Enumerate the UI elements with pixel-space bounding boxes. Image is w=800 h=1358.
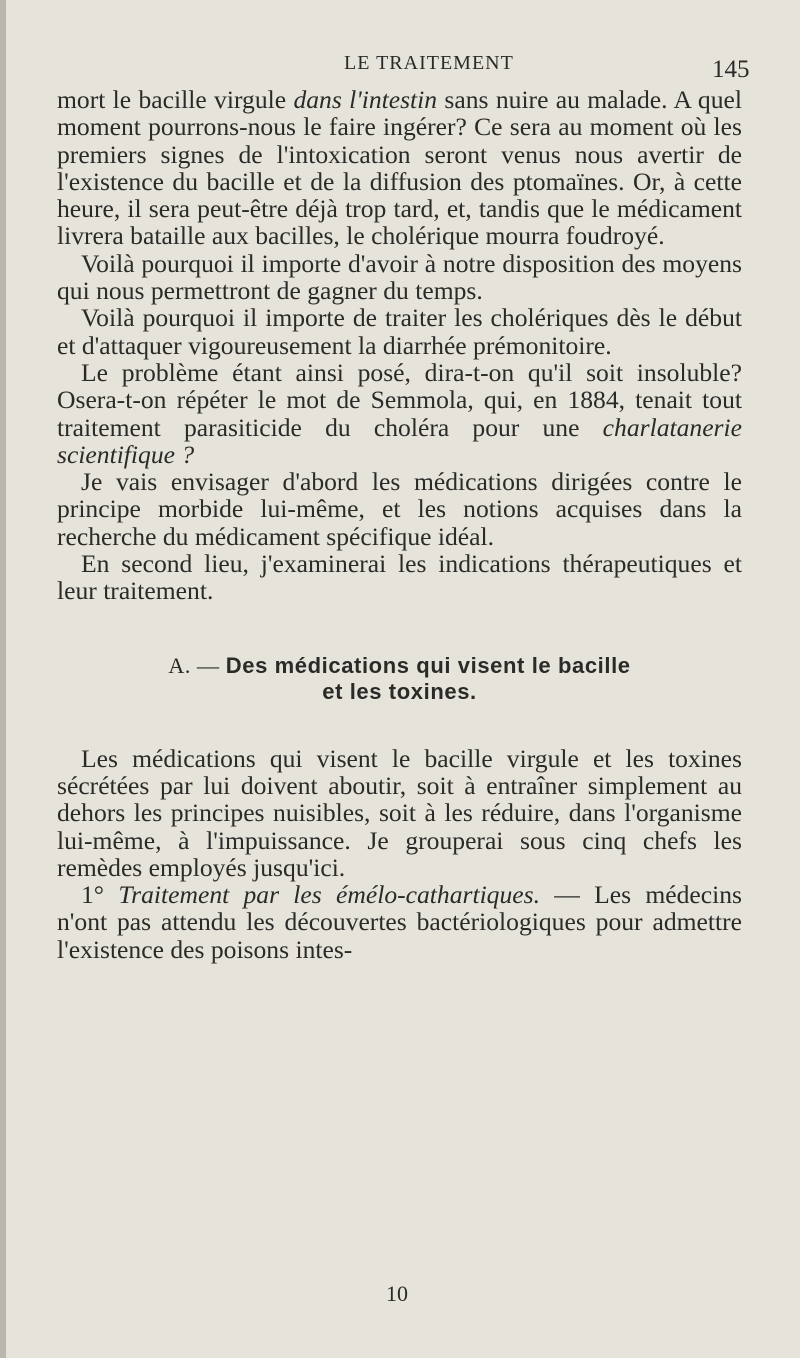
running-head (0, 52, 800, 82)
paragraph-6: En second lieu, j'examinerai les indications thérapeutiques et leur traitement. (57, 549, 742, 606)
paragraph-2: Voilà pourquoi il importe d'avoir à notre disposition des moyens qui nous permettront de gagner du temps. (57, 248, 742, 306)
body-text (57, 86, 742, 963)
paragraph-1-italic: dans l'intestin (293, 85, 438, 114)
section-heading-title: Des médications qui visent le bacille (225, 652, 631, 678)
section-heading-line-2: et les toxines. (322, 678, 477, 704)
running-head-title: LE TRAITEMENT (344, 52, 514, 74)
paragraph-4-start: Le problème étant ainsi posé, dira-t-on qu'il soit insoluble? Osera-t-on répéter le mot de Semmola, qui, en 1884, tenait tout traitement parasiticide du choléra pour une (57, 357, 742, 442)
paragraph-3: Voilà pourquoi il importe de traiter les cholériques dès le début et d'attaquer vigoureusement la diarrhée prémonitoire. (57, 303, 742, 360)
section-heading-letter: A. — (168, 652, 226, 678)
section-heading-line-1 (57, 653, 742, 679)
paragraph-8-number: 1° (81, 880, 119, 910)
page-binding-edge (0, 0, 6, 1358)
paragraph-7: Les médications qui visent le bacille virgule et les toxines sécrétées par lui doivent aboutir, soit à entraîner simplement au dehors les principes nuisibles, soit à les réduire, dans l'organisme lui-même, à l'impuissance. Je grouperai sous cinq chefs les remèdes employés jusqu'ici. (57, 743, 742, 882)
page-number: 145 (712, 56, 750, 83)
paragraph-4 (57, 359, 742, 468)
paragraph-8-rest: — Les médecins n'ont pas attendu les découvertes bactériologiques pour admettre l'existence des poisons intes- (57, 880, 742, 964)
section-heading (57, 653, 742, 705)
signature-mark: 10 (386, 1281, 408, 1306)
paragraph-1-rest: sans nuire au malade. A quel moment pourrons-nous le faire ingérer? Ce sera au moment où les premiers signes de l'intoxication seront venus nous avertir de l'existence du bacille et de la diffusion des ptomaïnes. Or, à cette heure, il sera peut-être déjà trop tard, et, tandis que le médicament livrera bataille aux bacilles, le cholérique mourra foudroyé. (57, 85, 742, 251)
paragraph-4-italic: charlatanerie scientifique ? (57, 412, 742, 469)
paragraph-1-start: mort le bacille virgule (57, 85, 294, 114)
paragraph-5: Je vais envisager d'abord les médications dirigées contre le principe morbide lui-même, et les notions acquises dans la recherche du médicament spécifique idéal. (57, 467, 742, 551)
paragraph-1 (57, 86, 742, 250)
paragraph-8 (57, 881, 742, 963)
paragraph-8-italic: Traitement par les émélo-cathartiques. (118, 880, 540, 910)
